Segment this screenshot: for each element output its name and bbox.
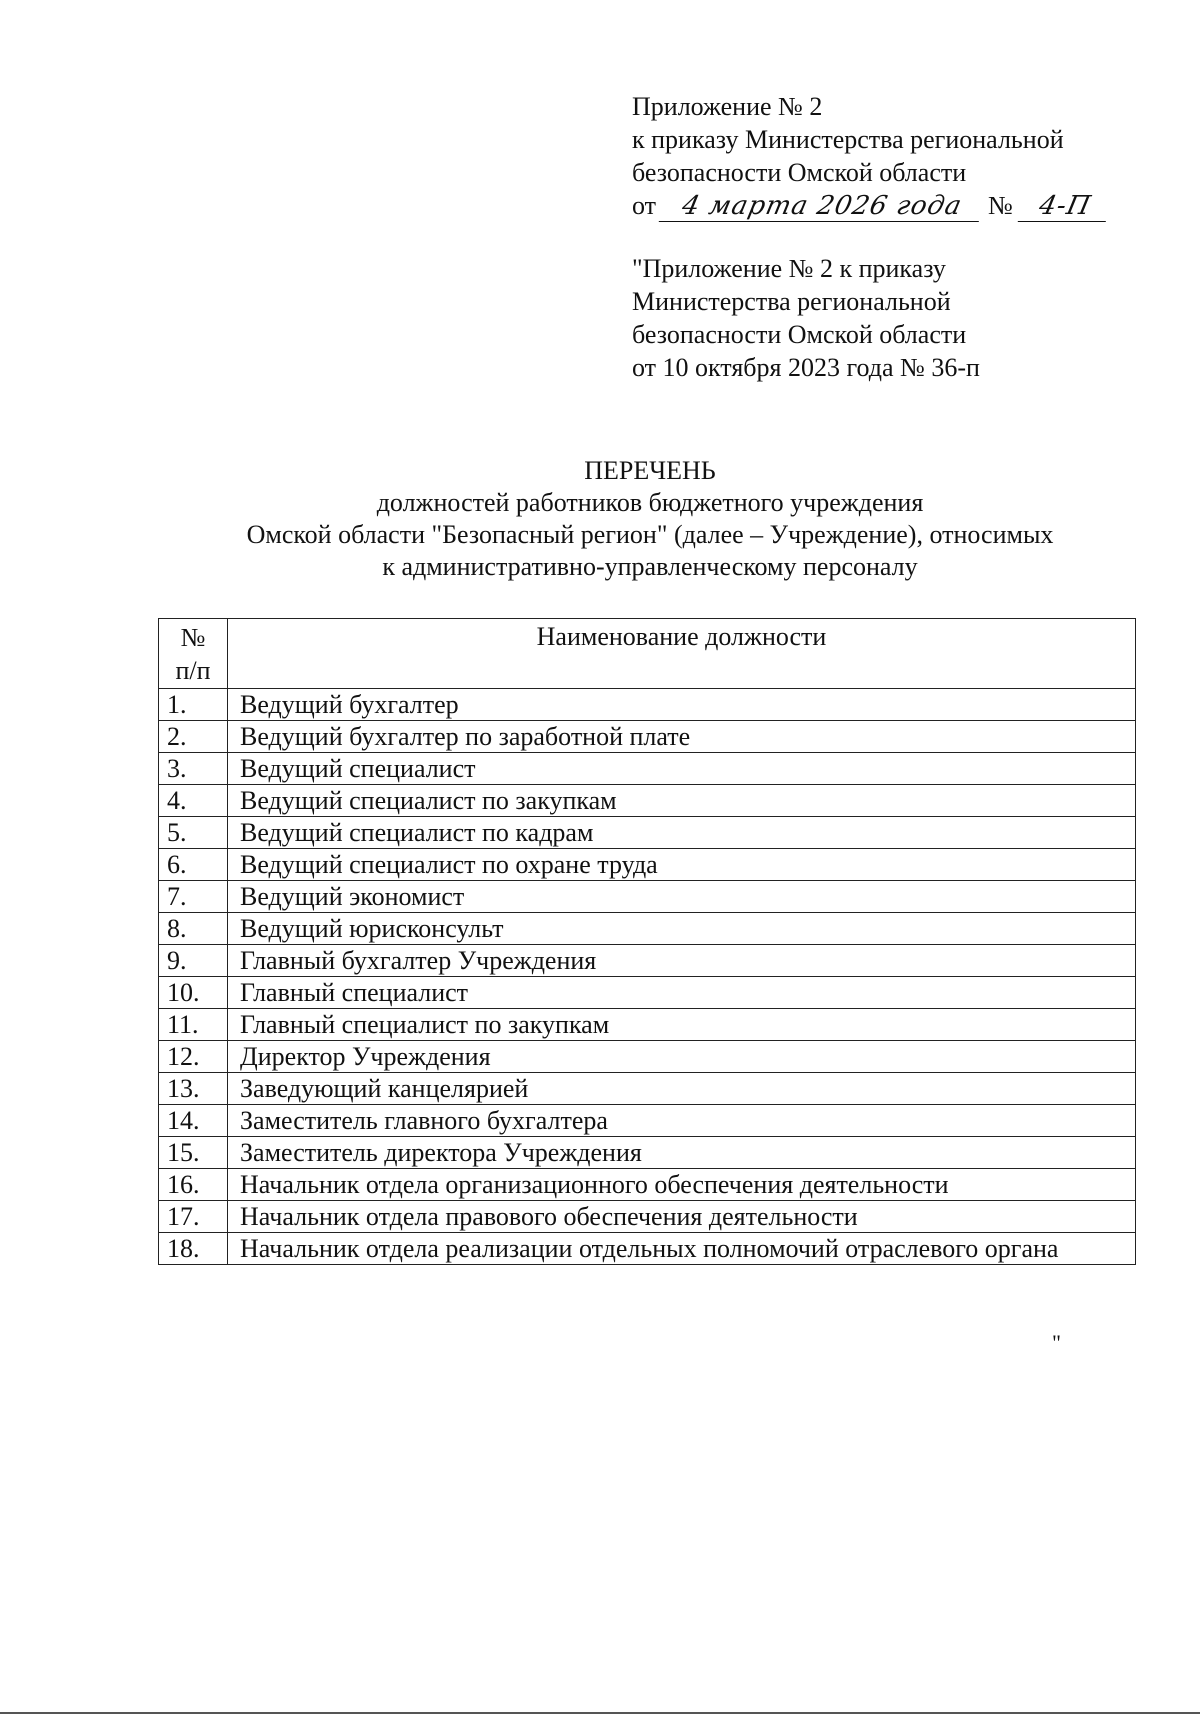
row-position-name: Ведущий специалист по охране труда xyxy=(228,849,1136,881)
previous-appendix-line-4: от 10 октября 2023 года № 36-п xyxy=(632,353,980,382)
table-row xyxy=(159,689,1136,721)
row-number: 8. xyxy=(159,913,228,945)
table-header-row xyxy=(159,619,1136,689)
table-row xyxy=(159,977,1136,1009)
handwritten-date: 4 марта 2026 года xyxy=(659,191,986,222)
table-row xyxy=(159,1041,1136,1073)
title-line-1: должностей работников бюджетного учреждения xyxy=(376,488,924,517)
page-bottom-edge xyxy=(0,1712,1200,1714)
table-row xyxy=(159,1201,1136,1233)
table-row xyxy=(159,1009,1136,1041)
document-title xyxy=(130,455,1170,583)
row-position-name: Ведущий специалист по кадрам xyxy=(228,817,1136,849)
header-num-pp: п/п xyxy=(175,656,211,685)
row-number: 17. xyxy=(159,1201,228,1233)
title-line-3: к административно-управленческому персоналу xyxy=(382,552,918,581)
table-row xyxy=(159,1169,1136,1201)
positions-table xyxy=(158,618,1136,1265)
row-number: 5. xyxy=(159,817,228,849)
row-number: 12. xyxy=(159,1041,228,1073)
number-sign: № xyxy=(988,191,1013,220)
title-heading: ПЕРЕЧЕНЬ xyxy=(584,456,716,485)
row-position-name: Ведущий бухгалтер xyxy=(228,689,1136,721)
row-position-name: Ведущий экономист xyxy=(228,881,1136,913)
previous-appendix-line-1: "Приложение № 2 к приказу xyxy=(632,254,946,283)
table-row xyxy=(159,913,1136,945)
table-row xyxy=(159,817,1136,849)
header-position-name: Наименование должности xyxy=(228,619,1136,689)
header-num xyxy=(159,619,228,689)
date-prefix: от xyxy=(632,191,657,220)
closing-quote: " xyxy=(1052,1330,1061,1355)
row-number: 14. xyxy=(159,1105,228,1137)
row-number: 11. xyxy=(159,1009,228,1041)
row-number: 3. xyxy=(159,753,228,785)
row-position-name: Главный бухгалтер Учреждения xyxy=(228,945,1136,977)
table-row xyxy=(159,1233,1136,1265)
row-position-name: Ведущий специалист по закупкам xyxy=(228,785,1136,817)
title-line-2: Омской области "Безопасный регион" (далее – Учреждение), относимых xyxy=(246,520,1054,549)
table-row xyxy=(159,945,1136,977)
row-position-name: Ведущий юрисконсульт xyxy=(228,913,1136,945)
row-number: 13. xyxy=(159,1073,228,1105)
table-row xyxy=(159,1073,1136,1105)
row-number: 4. xyxy=(159,785,228,817)
table-row xyxy=(159,849,1136,881)
header-num-sign: № xyxy=(180,623,206,652)
table-row xyxy=(159,881,1136,913)
handwritten-number: 4-П xyxy=(1018,191,1113,222)
row-number: 9. xyxy=(159,945,228,977)
row-position-name: Главный специалист по закупкам xyxy=(228,1009,1136,1041)
table-row xyxy=(159,785,1136,817)
row-number: 10. xyxy=(159,977,228,1009)
row-position-name: Заведующий канцелярией xyxy=(228,1073,1136,1105)
table-row xyxy=(159,721,1136,753)
table-row xyxy=(159,1137,1136,1169)
table-body xyxy=(159,689,1136,1265)
row-position-name: Заместитель главного бухгалтера xyxy=(228,1105,1136,1137)
table-row xyxy=(159,1105,1136,1137)
row-position-name: Начальник отдела реализации отдельных полномочий отраслевого органа xyxy=(228,1233,1136,1265)
order-date-row xyxy=(632,189,1152,222)
appendix-line-2: к приказу Министерства региональной xyxy=(632,125,1064,154)
row-number: 15. xyxy=(159,1137,228,1169)
appendix-line-1: Приложение № 2 xyxy=(632,92,823,121)
row-number: 16. xyxy=(159,1169,228,1201)
row-number: 6. xyxy=(159,849,228,881)
row-position-name: Главный специалист xyxy=(228,977,1136,1009)
row-number: 2. xyxy=(159,721,228,753)
row-position-name: Начальник отдела организационного обеспечения деятельности xyxy=(228,1169,1136,1201)
previous-appendix-line-3: безопасности Омской области xyxy=(632,320,967,349)
row-position-name: Ведущий специалист xyxy=(228,753,1136,785)
table-row xyxy=(159,753,1136,785)
row-number: 1. xyxy=(159,689,228,721)
row-position-name: Начальник отдела правового обеспечения деятельности xyxy=(228,1201,1136,1233)
row-position-name: Заместитель директора Учреждения xyxy=(228,1137,1136,1169)
row-position-name: Директор Учреждения xyxy=(228,1041,1136,1073)
appendix-header xyxy=(632,90,1152,384)
appendix-line-3: безопасности Омской области xyxy=(632,158,967,187)
row-number: 7. xyxy=(159,881,228,913)
previous-appendix-line-2: Министерства региональной xyxy=(632,287,951,316)
row-number: 18. xyxy=(159,1233,228,1265)
row-position-name: Ведущий бухгалтер по заработной плате xyxy=(228,721,1136,753)
